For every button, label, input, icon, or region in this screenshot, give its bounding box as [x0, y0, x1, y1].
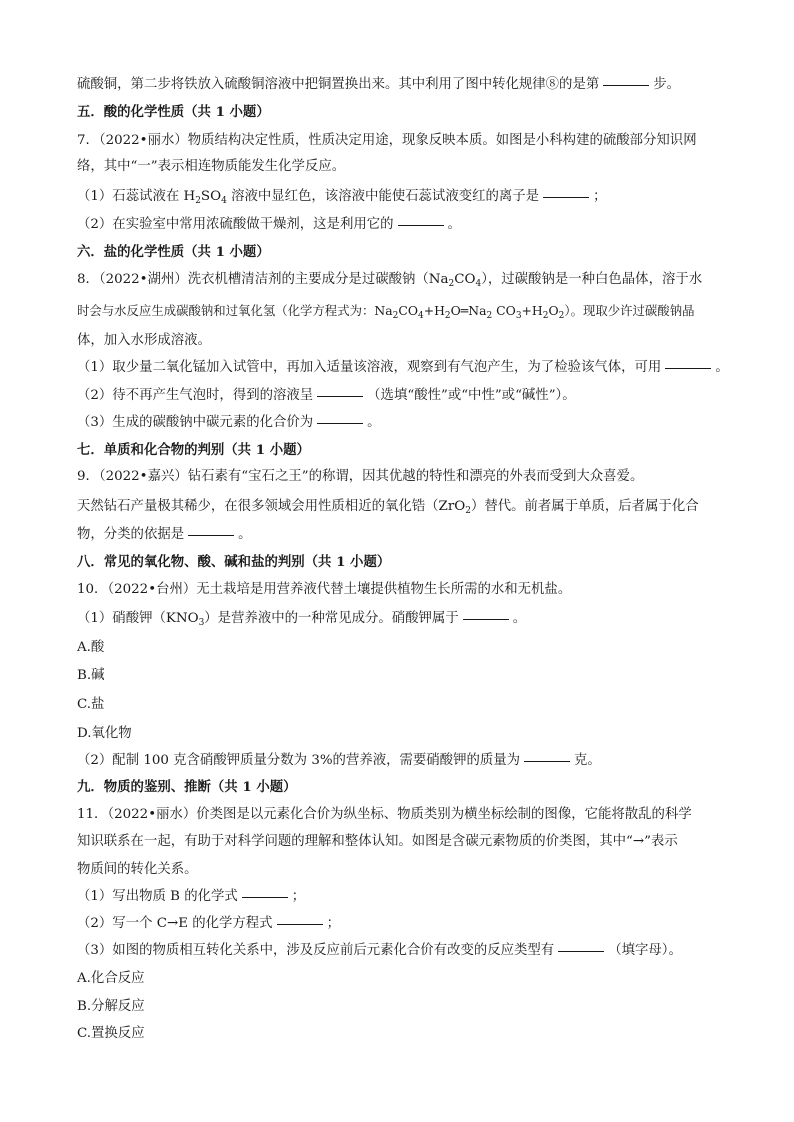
section-heading-6: 六．盐的化学性质（共 1 小题） — [77, 244, 270, 260]
question-11-part-2: （2）写一个 C→E 的化学方程式 ； — [77, 916, 340, 931]
question-7-part-2: （2）在实验室中常用浓硫酸做干燥剂，这是利用它的 。 — [77, 217, 461, 232]
question-9-line-2: 天然钻石产量极其稀少，在很多领域会用性质相近的氧化锆（ZrO$_2$）替代。前者属于单质，后者属于化合 — [77, 499, 699, 516]
question-9-line-3: 物，分类的依据是 。 — [77, 527, 252, 542]
section-heading-7: 七．单质和化合物的判别（共 1 小题） — [77, 442, 310, 458]
answer-blank[interactable] — [543, 196, 589, 198]
option-a[interactable]: A.酸 — [77, 640, 105, 655]
answer-blank[interactable] — [277, 923, 323, 925]
question-11-part-1: （1）写出物质 B 的化学式 ； — [77, 889, 306, 904]
question-8-part-2: （2）待不再产生气泡时，得到的溶液呈 （选填“酸性”或“中性”或“碱性”）。 — [77, 388, 576, 403]
question-11-line-3: 物质间的转化关系。 — [77, 862, 198, 877]
question-11-line-2: 知识联系在一起，有助于对科学问题的理解和整体认知。如图是含碳元素物质的价类图，其中“→”表示 — [77, 834, 678, 849]
question-8-line-2: 时会与水反应生成碳酸钠和过氧化氢（化学方程式为：$Na_2CO_4+H_2O═Na_2$ $CO_3+H_2O_2$）。现取少许过碳酸钠晶 — [77, 303, 695, 321]
answer-blank[interactable] — [242, 896, 288, 898]
question-8-part-1: （1）取少量二氧化锰加入试管中，再加入适量该溶液，观察到有气泡产生，为了检验该气体，可用 。 — [77, 360, 729, 375]
answer-blank[interactable] — [524, 760, 570, 762]
question-10-line-1: 10．（2022•台州）无土栽培是用营养液代替土壤提供植物生长所需的水和无机盐。 — [77, 582, 572, 597]
answer-blank[interactable] — [558, 950, 604, 952]
question-7-line-2: 络，其中“一”表示相连物质能发生化学反应。 — [77, 159, 346, 174]
section-heading-5: 五．酸的化学性质（共 1 小题） — [77, 104, 270, 120]
question-8-line-1: 8．（2022•湖州）洗衣机槽清洁剂的主要成分是过碳酸钠$(Na_2CO_4)$，过碳酸钠是一种白色晶体，溶于水 — [77, 272, 703, 289]
question-11-line-1: 11．（2022•丽水）价类图是以元素化合价为纵坐标、物质类别为横坐标绘制的图像，它能将散乱的科学 — [77, 807, 692, 822]
question-8-line-3: 体，加入水形成溶液。 — [77, 333, 211, 348]
answer-blank[interactable] — [317, 422, 363, 424]
option-c[interactable]: C.盐 — [77, 697, 105, 712]
answer-blank[interactable] — [603, 84, 649, 86]
section-heading-9: 九．物质的鉴别、推断（共 1 小题） — [77, 779, 297, 795]
question-11-part-3: （3）如图的物质相互转化关系中，涉及反应前后元素化合价有改变的反应类型有 （填字母）。 — [77, 943, 682, 958]
option-d[interactable]: D.氧化物 — [77, 726, 132, 741]
option-a[interactable]: A.化合反应 — [77, 971, 145, 986]
answer-blank[interactable] — [665, 367, 711, 369]
option-b[interactable]: B.分解反应 — [77, 999, 145, 1014]
answer-blank[interactable] — [317, 395, 363, 397]
question-9-line-1: 9．（2022•嘉兴）钻石素有“宝石之王”的称谓，因其优越的特性和漂亮的外表而受到大众喜爱。 — [77, 469, 644, 484]
question-7-part-1: （1）石蕊试液在 $H_2SO_4$ 溶液中显红色，该溶液中能使石蕊试液变红的离子是 ； — [77, 189, 607, 206]
question-10-part-2: （2）配制 100 克含硝酸钾质量分数为 3%的营养液，需要硝酸钾的质量为 克。 — [77, 753, 601, 768]
answer-blank[interactable] — [398, 224, 444, 226]
option-b[interactable]: B.碱 — [77, 668, 105, 683]
answer-blank[interactable] — [463, 618, 509, 620]
question-10-part-1: （1）硝酸钾$(KNO_3)$是营养液中的一种常见成分。硝酸钾属于 。 — [77, 611, 527, 628]
question-7-line-1: 7．（2022•丽水）物质结构决定性质，性质决定用途，现象反映本质。如图是小科构建的硫酸部分知识网 — [77, 133, 697, 148]
section-heading-8: 八．常见的氧化物、酸、碱和盐的判别（共 1 小题） — [77, 554, 391, 570]
option-c[interactable]: C.置换反应 — [77, 1026, 145, 1041]
answer-blank[interactable] — [188, 534, 234, 536]
text-line: 硫酸铜，第二步将铁放入硫酸铜溶液中把铜置换出来。其中利用了图中转化规律⑧的是第 步。 — [77, 77, 681, 92]
question-8-part-3: （3）生成的碳酸钠中碳元素的化合价为 。 — [77, 415, 381, 430]
